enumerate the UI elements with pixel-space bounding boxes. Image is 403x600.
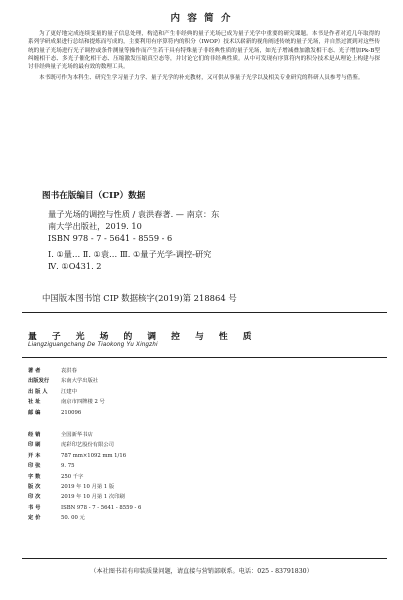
pub-row-format [28,451,378,461]
cip-line: Ⅰ. ①量… Ⅱ. ①袁… Ⅲ. ①量子光学-调控-研究 [48,249,212,259]
pub-label: 字 数 [28,473,41,480]
pub-value: 210096 [61,409,82,416]
pub-label: 出 版 人 [28,388,48,395]
pub-value: 江建中 [61,388,77,395]
pub-row-printing [28,492,378,502]
pub-row-price [28,513,378,523]
divider-top [22,312,387,313]
book-title: 量 子 光 场 的 调 控 与 性 质 [28,332,258,342]
cip-core-number: 中国版本图书馆 CIP 数据核字(2019)第 218864 号 [42,293,237,303]
pub-label: 书 号 [28,504,41,511]
summary-text [28,30,380,83]
pub-value: 南京市四牌楼 2 号 [61,399,105,406]
book-pinyin: Liangziguangchang De Tiaokong Yu Xingzhi [28,342,158,348]
pub-value: 787 mm×1092 mm 1/16 [61,452,127,459]
pub-label: 出版发行 [28,378,50,385]
cip-line: 量子光场的调控与性质 / 袁洪春著. — 南京：东 [48,209,220,219]
pub-row-postcode [28,408,378,418]
pub-value: 东南大学出版社 [61,378,99,385]
pub-label: 版 次 [28,483,41,490]
cip-heading: 图书在版编目（CIP）数据 [42,191,146,201]
pub-row-edition [28,482,378,492]
pub-value: 袁洪春 [61,368,77,374]
pub-label: 印 刷 [28,442,41,449]
cip-line: Ⅳ. ①O431. 2 [48,261,102,271]
pub-row-author [28,366,378,376]
pub-value: 50. 00 元 [61,515,85,522]
quality-notice: （本社图书若有印装质量问题，请直接与营销部联系。电话：025 - 83791830） [90,568,313,575]
pub-label: 开 本 [28,452,41,459]
cip-record [48,208,378,272]
pub-row-printer [28,440,378,450]
cip-line: 南大学出版社，2019. 10 [48,221,142,231]
pub-row-address [28,397,378,407]
pub-label: 印 张 [28,463,41,470]
pub-value: 虎彩印艺股份有限公司 [61,442,114,449]
pub-row-sheets [28,461,378,471]
divider-middle [22,357,387,358]
pub-row-publisher-person [28,387,378,397]
cip-line: ISBN 978 - 7 - 5641 - 8559 - 6 [48,233,173,243]
divider-bottom [22,558,387,559]
pub-value: 9. 75 [61,463,75,470]
publication-info [28,366,378,523]
pub-row-distributor [28,430,378,440]
pub-row-publisher [28,376,378,386]
pub-row-wordcount [28,472,378,482]
pub-label: 经 销 [28,431,41,438]
pub-value: 全国新华书店 [61,431,93,438]
pub-label: 社 址 [28,399,41,406]
summary-paragraph-2: 本书既可作为本科生、研究生学习量子力学、量子光学的补充教材，又可供从事量子光学以及相关专业研究的科研人员参考与借鉴。 [39,75,364,82]
pub-value: ISBN 978 - 7 - 5641 - 8559 - 6 [61,504,142,511]
pub-label: 邮 编 [28,409,41,416]
pub-row-isbn [28,503,378,513]
pub-value: 250 千字 [61,473,84,480]
pub-label: 著 者 [28,368,41,374]
pub-label: 印 次 [28,494,41,501]
pub-label: 定 价 [28,515,41,522]
summary-paragraph-1: 为了更好地完成连续变量的量子信息处理，构造和产生非经典的量子光场已成为量子光学中重要的研究课题。本书是作者对近几年取得的系列学研成果进行总结和提炼而写成的，主要利用有序算符内的积分（IWOP）技术以崭新的视角阐述传统的量子光场，并自然过渡到对这些传统的量子光场进行光子调控或条件测量等操作而产生若干具有特殊量子非经典性质的量子光场，如光子增减叠加激发相干态、光子增加Pk‑B型纠缠相干态、多光子催化相干态、压缩激发压缩真空态等，并讨论它们的非经典性质。从中可发现有序算符内的积分技术是从理论上构建与探讨非经典量子光场的最有效的数理工具。 [28,31,380,71]
summary-heading: 内 容 简 介 [170,13,233,24]
pub-value: 2019 年 10 月第 1 版 [61,483,115,490]
pub-value: 2019 年 10 月第 1 次印刷 [61,494,125,501]
